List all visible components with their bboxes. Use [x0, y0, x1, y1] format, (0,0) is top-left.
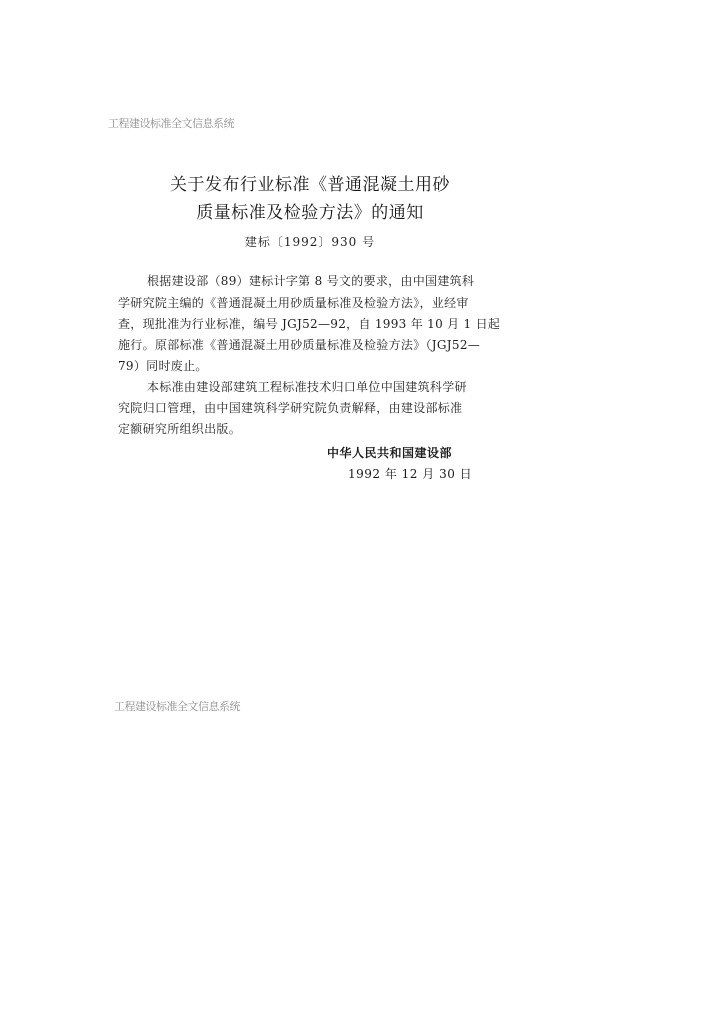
body-line: 学研究院主编的《普通混凝土用砂质量标准及检验方法》，业经审: [118, 296, 469, 310]
notice-title-line-2: 质量标准及检验方法》的通知: [196, 203, 424, 223]
body-line: 定额研究所组织出版。: [118, 422, 242, 436]
body-line: 根据建设部（89）建标计字第 8 号文的要求，由中国建筑科: [147, 274, 475, 288]
body-line: 79）同时废止。: [118, 359, 208, 373]
issuing-organization: 中华人民共和国建设部: [327, 446, 453, 460]
body-line: 究院归口管理，由中国建筑科学研究院负责解释，由建设部标准: [118, 401, 463, 415]
watermark-bottom: 工程建设标准全文信息系统: [114, 700, 240, 713]
notice-title-line-1: 关于发布行业标准《普通混凝土用砂: [170, 175, 450, 195]
body-line: 本标准由建设部建筑工程标准技术归口单位中国建筑科学研: [147, 380, 467, 394]
document-number: 建标〔1992〕930 号: [244, 235, 376, 249]
body-line: 查，现批准为行业标准，编号 JGJ52—92，自 1993 年 10 月 1 日起: [118, 317, 501, 331]
watermark-top: 工程建设标准全文信息系统: [108, 117, 234, 130]
issue-date: 1992 年 12 月 30 日: [348, 467, 473, 481]
body-line: 施行。原部标准《普通混凝土用砂质量标准及检验方法》（JGJ52—: [118, 338, 481, 352]
